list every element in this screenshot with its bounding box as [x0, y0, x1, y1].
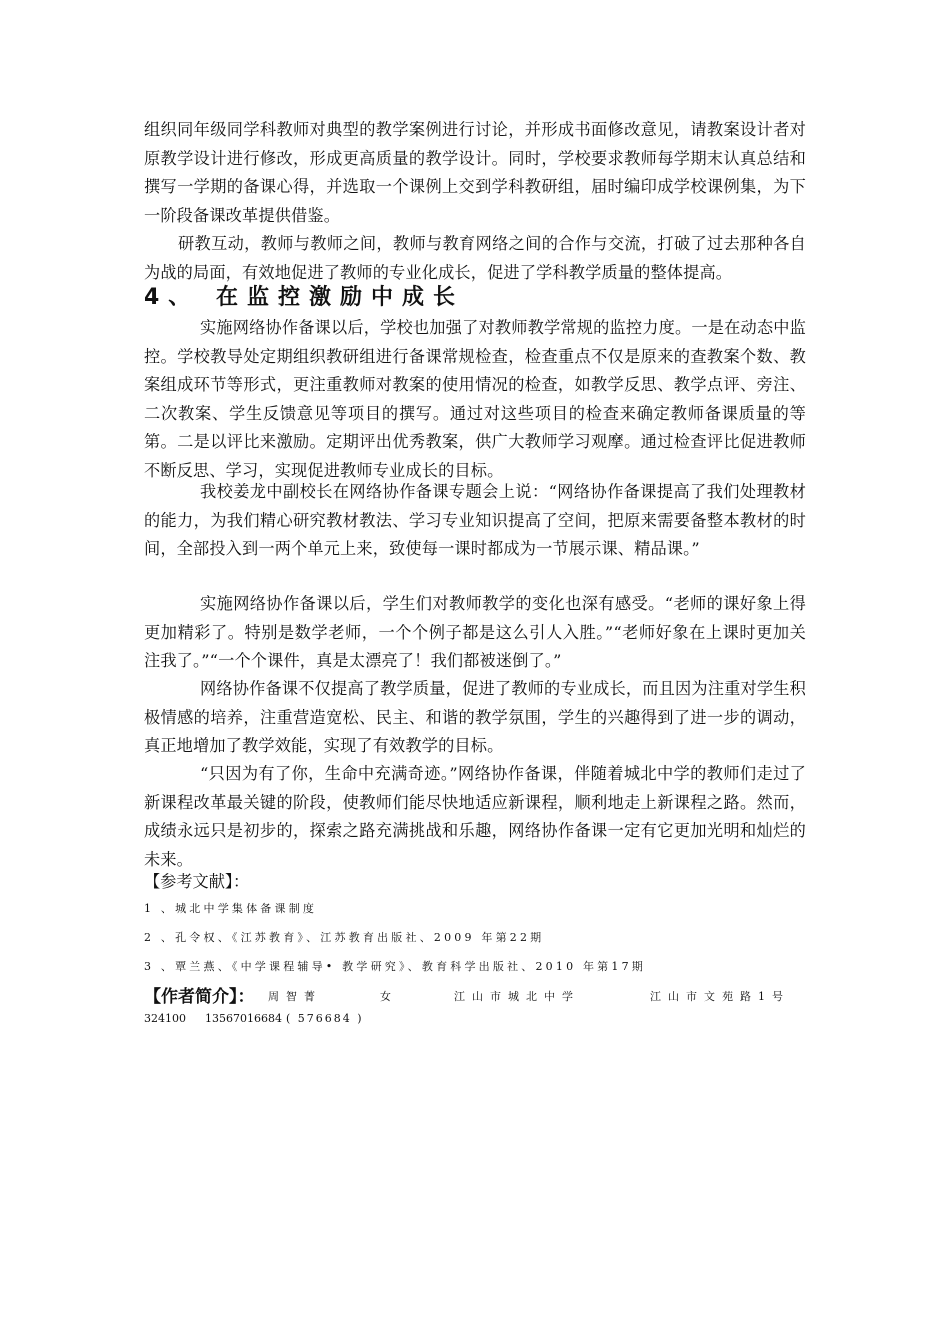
body-paragraph: 组织同年级同学科教师对典型的教学案例进行讨论，并形成书面修改意见，请教案设计者对原教学设计进行修改，形成更高质量的教学设计。同时，学校要求教师每学期末认真总结和撰写一学期的备课心得，并选取一个课例上交到学科教研组，届时编印成学校课例集，为下一阶段备课改革提供借鉴。 [144, 120, 806, 225]
author-zip: 324100 [144, 1012, 186, 1025]
author-info-label: 【作者简介】： [144, 987, 255, 1007]
reference-item: 1 、城北中学集体备课制度 [144, 902, 318, 915]
reference-item: 3 、覃兰燕、《中学课程辅导• 教学研究》、教育科学出版社、2010 年第17期 [144, 960, 646, 973]
references-title: 【参考文献】： [144, 872, 250, 891]
body-paragraph: 我校姜龙中副校长在网络协作备课专题会上说：“网络协作备课提高了我们处理教材的能力，为我们精心研究教材教法、学习专业知识提高了空间，把原来需要备整本教材的时间，全部投入到一两个单元上来，致使每一课时都成为一节展示课、精品课。” [144, 482, 806, 558]
author-school: 江山市城北中学 [454, 990, 580, 1003]
author-info [144, 985, 806, 1009]
body-paragraph: 研教互动，教师与教师之间，教师与教育网络之间的合作与交流，打破了过去那种各自为战的局面，有效地促进了教师的专业化成长，促进了学科教学质量的整体提高。 [144, 234, 806, 282]
author-short-number: ( 576684 ) [286, 1012, 364, 1025]
body-paragraph: “只因为有了你，生命中充满奇迹。”网络协作备课，伴随着城北中学的教师们走过了新课程改革最关键的阶段，使教师们能尽快地适应新课程，顺利地走上新课程之路。然而，成绩永远只是初步的，探索之路充满挑战和乐趣，网络协作备课一定有它更加光明和灿烂的未来。 [144, 764, 806, 869]
body-paragraph: 网络协作备课不仅提高了教学质量，促进了教师的专业成长，而且因为注重对学生积极情感的培养，注重营造宽松、民主、和谐的教学氛围，学生的兴趣得到了进一步的调动，真正地增加了教学效能，实现了有效教学的目标。 [144, 679, 806, 755]
author-phone: 13567016684 [205, 1012, 282, 1025]
author-address: 江山市文苑路1号 [650, 990, 790, 1003]
author-gender: 女 [380, 990, 398, 1003]
reference-item: 2 、孔令权、《江苏教育》、江苏教育出版社、2009 年第22期 [144, 931, 545, 944]
body-paragraph: 实施网络协作备课以后，学校也加强了对教师教学常规的监控力度。一是在动态中监控。学校教导处定期组织教研组进行备课常规检查，检查重点不仅是原来的查教案个数、教案组成环节等形式，更注重教师对教案的使用情况的检查，如教学反思、教学点评、旁注、二次教案、学生反馈意见等项目的撰写。通过对这些项目的检查来确定教师备课质量的等第。二是以评比来激励。定期评出优秀教案，供广大教师学习观摩。通过检查评比促进教师不断反思、学习，实现促进教师专业成长的目标。 [144, 318, 806, 480]
author-name: 周智菁 [268, 990, 322, 1003]
section-heading: 4、 在监控激励中成长 [144, 285, 464, 310]
body-paragraph: 实施网络协作备课以后，学生们对教师教学的变化也深有感受。“老师的课好象上得更加精彩了。特别是数学老师，一个个例子都是这么引人入胜。”“老师好象在上课时更加关注我了。”“一个个课件，真是太漂亮了！我们都被迷倒了。” [144, 594, 806, 670]
